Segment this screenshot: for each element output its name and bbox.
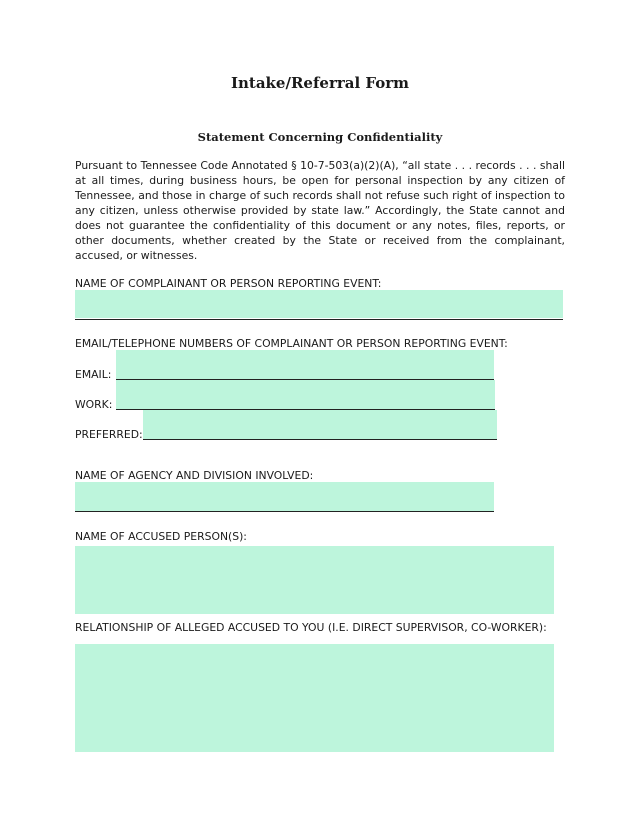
preferred-label: PREFERRED: — [75, 428, 143, 441]
complainant-name-label: NAME OF COMPLAINANT OR PERSON REPORTING EVENT: — [75, 277, 382, 290]
page-title: Intake/Referral Form — [230, 74, 410, 92]
complainant-name-underline — [75, 319, 563, 320]
agency-label: NAME OF AGENCY AND DIVISION INVOLVED: — [75, 469, 314, 482]
accused-persons-field[interactable] — [75, 546, 554, 614]
accused-label: NAME OF ACCUSED PERSON(S): — [75, 530, 247, 543]
email-label: EMAIL: — [75, 368, 112, 381]
confidentiality-statement: Pursuant to Tennessee Code Annotated § 10-7-503(a)(2)(A), “all state . . . records . . . shall at all times, during business hours, be open for personal inspection by any citizen of Tennessee, and those in charge of such records shall not refuse such right of inspection to any citizen, unless otherwise provided by state law.” Accordingly, the State cannot and does not guarantee the confidentiality of this document or any notes, files, reports, or other documents, whether created by the State or received from the complainant, accused, or witnesses. — [75, 159, 565, 262]
work-label: WORK: — [75, 398, 113, 411]
relationship-label: RELATIONSHIP OF ALLEGED ACCUSED TO YOU (I.E. DIRECT SUPERVISOR, CO-WORKER): — [75, 621, 547, 634]
agency-underline — [75, 511, 494, 512]
relationship-field[interactable] — [75, 644, 554, 752]
preferred-underline — [143, 439, 497, 440]
contact-numbers-heading: EMAIL/TELEPHONE NUMBERS OF COMPLAINANT OR PERSON REPORTING EVENT: — [75, 337, 508, 350]
work-phone-field[interactable] — [116, 380, 495, 409]
agency-division-field[interactable] — [75, 482, 494, 511]
complainant-name-field[interactable] — [75, 290, 563, 318]
email-field[interactable] — [116, 350, 494, 379]
preferred-contact-field[interactable] — [143, 410, 497, 439]
confidentiality-heading: Statement Concerning Confidentiality — [197, 130, 443, 144]
